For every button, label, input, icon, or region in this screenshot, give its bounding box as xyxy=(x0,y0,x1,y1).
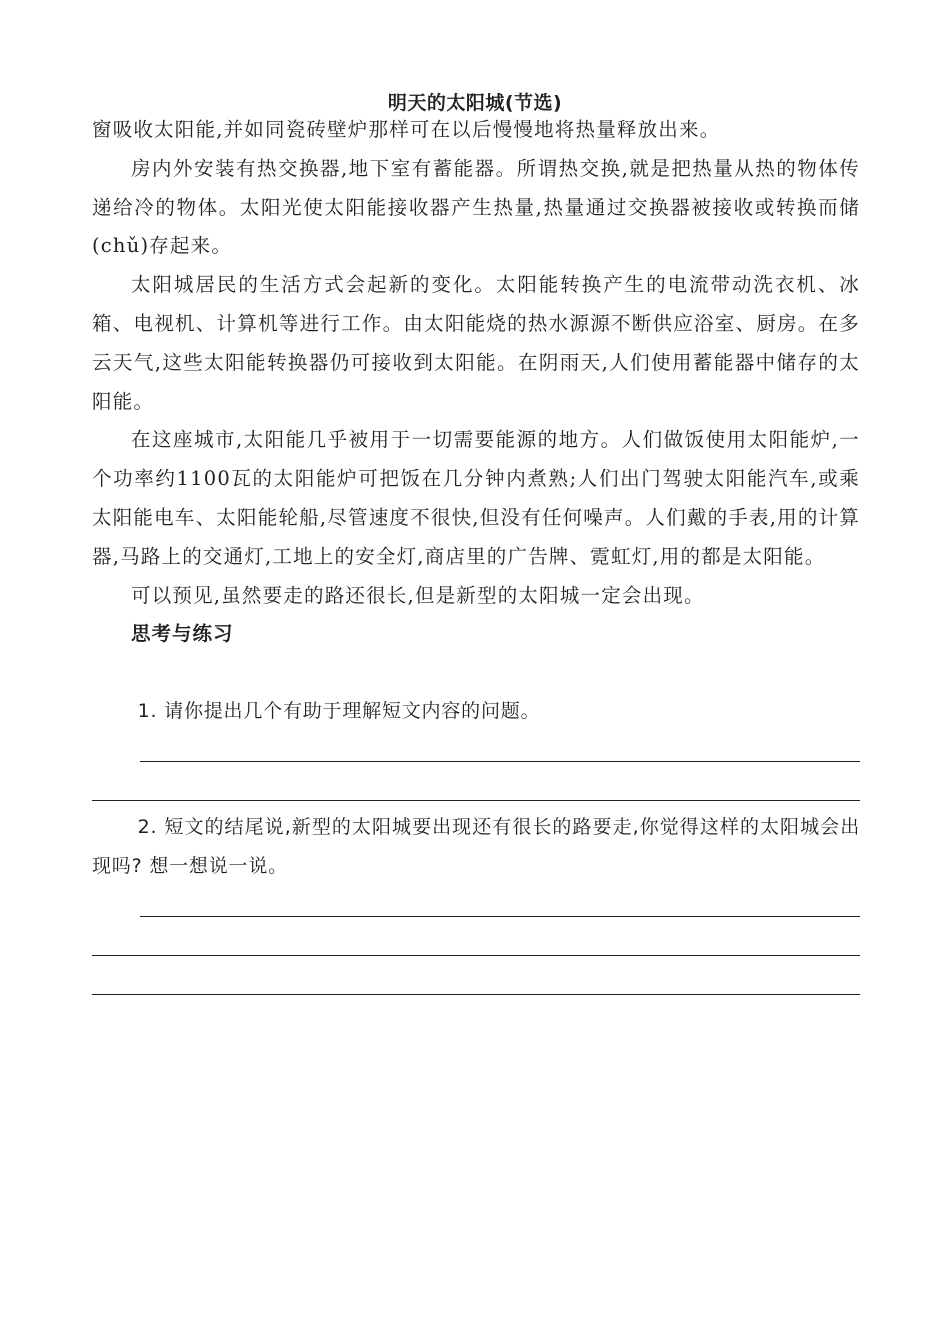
question-1: 1. 请你提出几个有助于理解短文内容的问题。 xyxy=(137,700,541,722)
paragraph-1: 窗吸收太阳能,并如同瓷砖壁炉那样可在以后慢慢地将热量释放出来。 xyxy=(92,118,721,141)
answer-line-q2-1[interactable] xyxy=(140,916,860,917)
article-title: 明天的太阳城(节选) xyxy=(387,92,563,114)
paragraph-3: 太阳城居民的生活方式会起新的变化。太阳能转换产生的电流带动洗衣机、冰箱、电视机、计算机等进行工作。由太阳能烧的热水源源不断供应浴室、厨房。在多云天气,这些太阳能转换器仍可接收到太阳能。在阴雨天,人们使用蓄能器中储存的太阳能。 xyxy=(92,273,860,413)
paragraph-4: 在这座城市,太阳能几乎被用于一切需要能源的地方。人们做饭使用太阳能炉,一个功率约1100瓦的太阳能炉可把饭在几分钟内煮熟;人们出门驾驶太阳能汽车,或乘太阳能电车、太阳能轮船,尽管速度不很快,但没有任何噪声。人们戴的手表,用的计算器,马路上的交通灯,工地上的安全灯,商店里的广告牌、霓虹灯,用的都是太阳能。 xyxy=(92,428,860,568)
answer-line-q2-3[interactable] xyxy=(92,994,860,995)
question-2: 2. 短文的结尾说,新型的太阳城要出现还有很长的路要走,你觉得这样的太阳城会出现吗? 想一想说一说。 xyxy=(92,816,860,877)
answer-line-q1-1[interactable] xyxy=(140,761,860,762)
paragraph-2: 房内外安装有热交换器,地下室有蓄能器。所谓热交换,就是把热量从热的物体传递给冷的物体。太阳光使太阳能接收器产生热量,热量通过交换器被接收或转换而储(chǔ)存起来。 xyxy=(92,156,860,258)
answer-line-q2-2[interactable] xyxy=(92,955,860,956)
exercise-heading: 思考与练习 xyxy=(131,622,234,646)
paragraph-5: 可以预见,虽然要走的路还很长,但是新型的太阳城一定会出现。 xyxy=(131,583,705,607)
article-body xyxy=(92,111,860,654)
answer-line-q1-2[interactable] xyxy=(92,800,860,801)
